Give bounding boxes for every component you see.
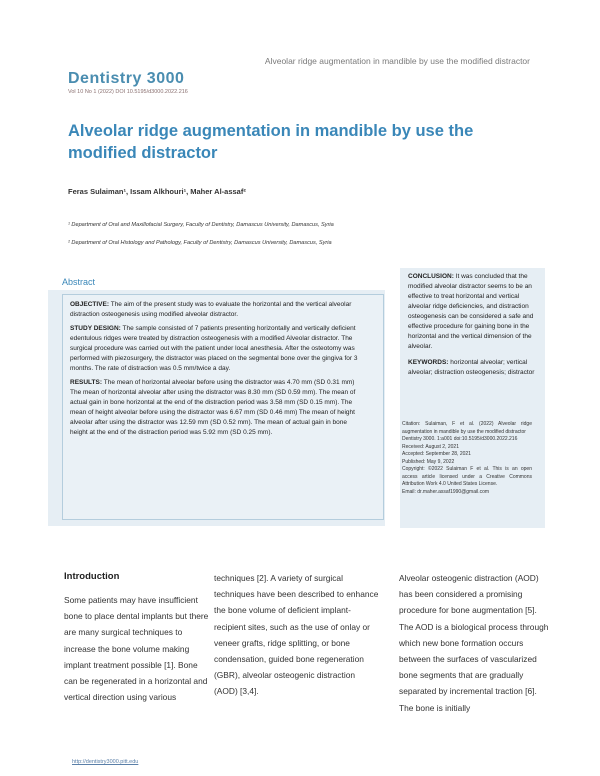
citation-doi: Dentistry 3000. 1:a001 doi:10.5195/d3000.2022.216 xyxy=(402,436,518,442)
objective-text: The aim of the present study was to evaluate the horizontal and the vertical alveolar distraction osteogenesis using modified alveolar distractor. xyxy=(70,301,352,318)
intro-column-1: Some patients may have insufficient bone to place dental implants but there are many surgical techniques to increase the bone volume making implant treatment possible [1]. Bone can be regenerated in a horizontal and vertical direction using various xyxy=(64,595,209,703)
introduction-heading: Introduction xyxy=(64,571,120,582)
published-date: Published: May 9, 2022 xyxy=(402,458,455,465)
received-date: Received: August 2, 2021 xyxy=(402,443,459,450)
abstract-heading: Abstract xyxy=(62,277,96,287)
running-head: Alveolar ridge augmentation in mandible by use the modified distractor xyxy=(264,56,530,66)
affiliation-2: ² Department of Oral Histology and Pathology, Faculty of Dentistry, Damascus University, Damascus, Syria xyxy=(68,240,332,246)
article-title: Alveolar ridge augmentation in mandible by use the modified distractor xyxy=(68,122,474,162)
design-label: STUDY DESIGN: xyxy=(70,325,121,332)
conclusion-paragraph xyxy=(408,272,540,352)
conclusion-label: CONCLUSION: xyxy=(408,273,454,280)
keywords-label: KEYWORDS: xyxy=(408,359,449,366)
objective-label: OBJECTIVE: xyxy=(70,301,110,308)
copyright-text: Copyright: ©2022 Sulaiman F et al. This is an open access article licensed under a Creative Commons Attribution Work 4.0 United States License. xyxy=(402,466,532,487)
design-paragraph xyxy=(70,324,360,374)
journal-logo: Dentistry 3000 xyxy=(68,70,185,87)
results-label: RESULTS: xyxy=(70,379,103,386)
footer-url-link[interactable]: http://dentistry3000.pitt.edu xyxy=(72,759,139,765)
intro-column-3: Alveolar osteogenic distraction (AOD) has been considered a promising procedure for bone augmentation [5]. The AOD is a biological process through which new bone formation occurs between the surfaces of vascularized bone segments that are gradually separated by incremental traction [6]. The bone is initially xyxy=(399,573,549,713)
conclusion-block xyxy=(408,272,540,384)
authors: Feras Sulaiman¹, Issam Alkhouri¹, Maher Al-assaf² xyxy=(68,187,246,196)
abstract-body xyxy=(70,300,360,442)
journal-meta: Vol 10 No 1 (2022) DOI 10.5195/d3000.2022.216 xyxy=(68,89,188,95)
objective-paragraph xyxy=(70,300,360,320)
affiliation-1: ¹ Department of Oral and Maxillofacial Surgery, Faculty of Dentistry, Damascus University, Damascus, Syria xyxy=(68,222,334,228)
design-text: The sample consisted of 7 patients presenting horizontally and vertically deficient edentulous ridges were treated by distraction osteogenesis with a modified Alveolar distractor. The surgical procedure was carried out with the patient under local anesthesia. After the osteotomy was performed with piezosurgery, the distractor was placed on the segmental bone over the gingiva for 3 months. The rate of distraction was 0.5 mm/twice a day. xyxy=(70,325,358,372)
citation-block xyxy=(402,421,532,496)
keywords-paragraph xyxy=(408,358,540,378)
intro-column-2: techniques [2]. A variety of surgical techniques have been described to enhance the bone volume of deficient implant-recipient sites, such as the use of onlay or veneer grafts, ridge splitting, or bone condensation, guided bone regeneration (GBR), alveolar osteogenic distraction (AOD) [3,4]. xyxy=(214,573,379,697)
accepted-date: Accepted: September 28, 2021 xyxy=(402,451,471,457)
keywords-text: horizontal alveolar; vertical alveolar; distraction osteogenesis; distractor xyxy=(408,359,535,376)
contact-email[interactable]: Email: dr.maher.assaf1990@gmail.com xyxy=(402,488,490,495)
results-text: The mean of horizontal alveolar before using the distractor was 4.70 mm (SD 0.31 mm) The mean of horizontal alveolar after using the distractor was 8.30 mm (SD 0.59 mm). The mean of actual gain in bone horizontal at the end of the distraction period was 3.58 mm (SD 0.15 mm). The mean of height alveolar before using the distractor was 6.67 mm (SD 0.46 mm) The mean of height alveolar after using the distractor was 12.59 mm (SD 0.52 mm). The mean of actual gain in bone height at the end of the distraction period was 5.92 mm (SD 0.25 mm). xyxy=(70,379,356,436)
citation-text: Citation: Sulaiman, F et al. (2022) Alveolar ridge augmentation in mandible by use the modified distractor xyxy=(402,421,532,435)
conclusion-text: It was concluded that the modified alveolar distractor seems to be an effective to treat horizontal and vertical alveolar ridge deficiencies, and distraction osteogenesis can be considered a safe and effective procedure for gaining bone in the horizontal and the vertical dimension of the alveolar. xyxy=(408,273,534,350)
results-paragraph xyxy=(70,378,360,438)
